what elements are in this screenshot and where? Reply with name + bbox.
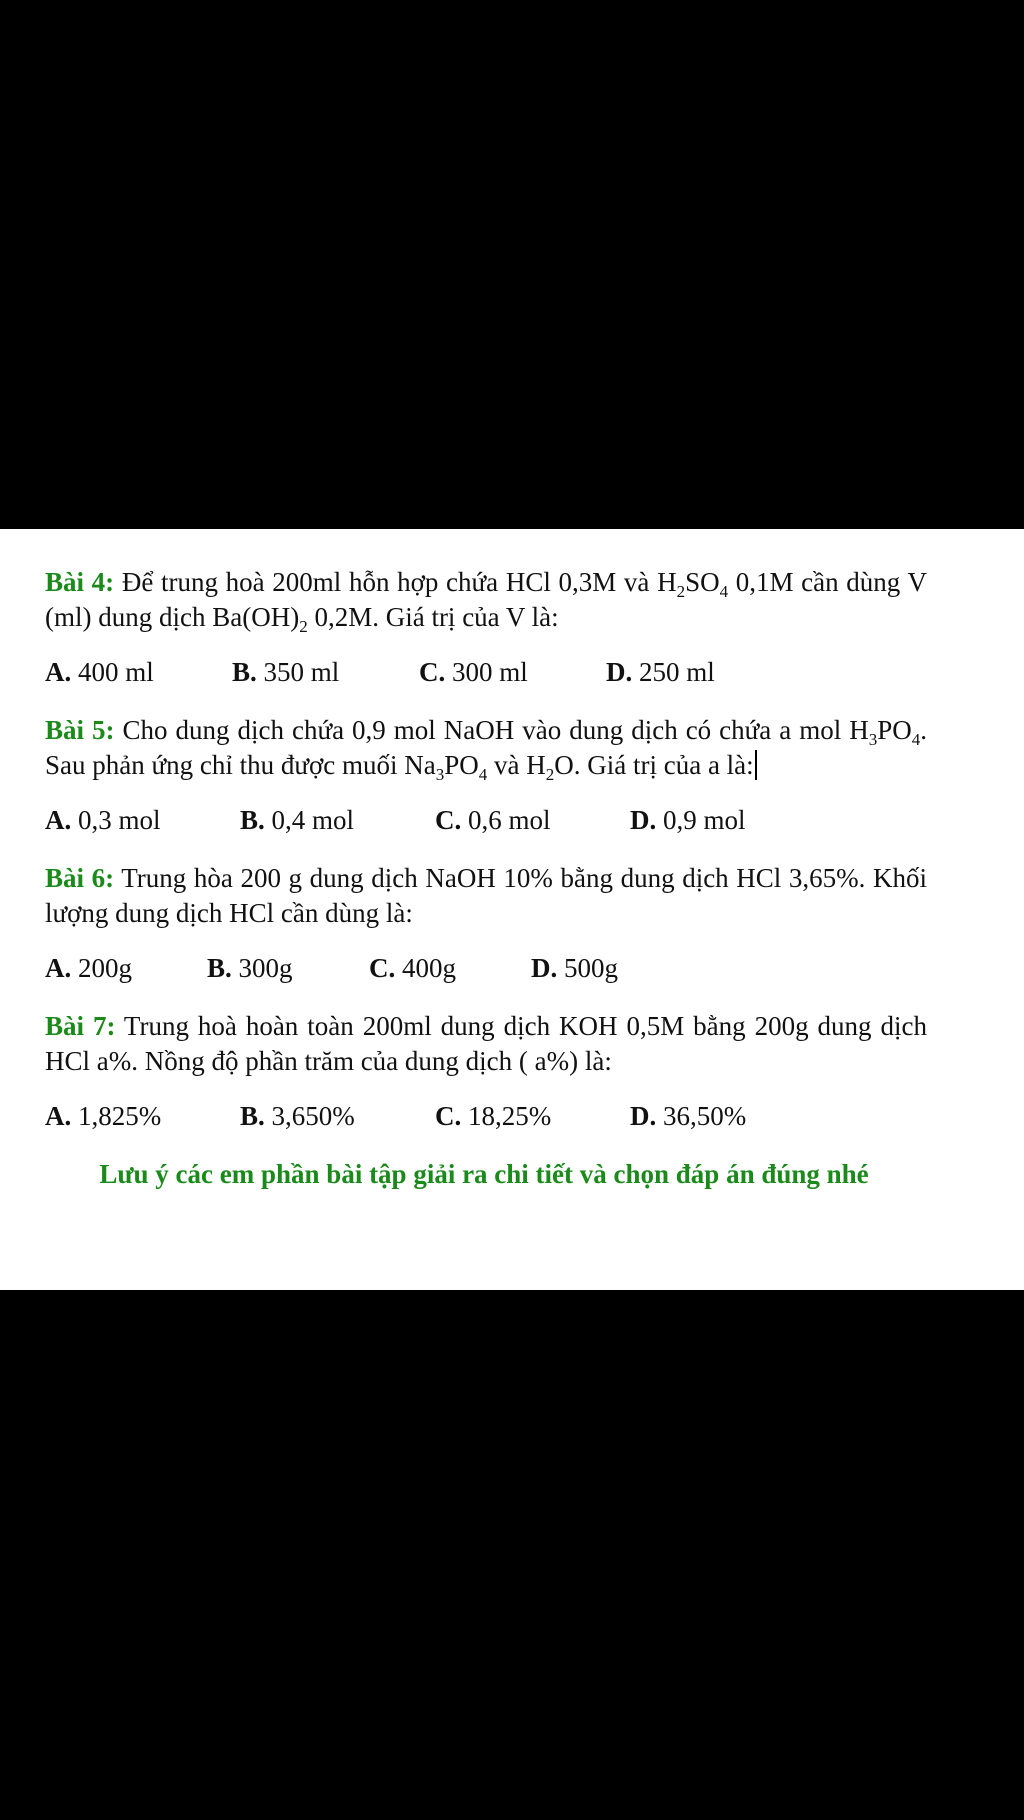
answer-value: 250 ml	[639, 657, 715, 687]
answer-option[interactable]	[435, 1099, 630, 1134]
problem-6-answers	[45, 951, 927, 986]
answer-value: 500g	[564, 953, 618, 983]
document-content	[45, 565, 927, 1192]
answer-option[interactable]	[45, 951, 207, 986]
answer-value: 350 ml	[263, 657, 340, 687]
answer-letter: C.	[369, 953, 396, 983]
problem-4-text: Để trung hoà 200ml hỗn hợp chứa HCl 0,3M và H	[114, 567, 677, 597]
answer-value: 0,4 mol	[271, 805, 355, 835]
problem-5-text: PO	[877, 715, 912, 745]
problem-4-text: SO	[685, 567, 720, 597]
problem-6	[45, 861, 927, 931]
subscript: 4	[719, 582, 729, 601]
answer-value: 400 ml	[78, 657, 154, 687]
subscript: 3	[868, 730, 878, 749]
answer-option[interactable]	[630, 1099, 746, 1134]
answer-value: 1,825%	[78, 1101, 162, 1131]
answer-letter: D.	[606, 657, 633, 687]
problem-4	[45, 565, 927, 635]
problem-7-text: Trung hoà hoàn toàn 200ml dung dịch KOH 0,5M bằng 200g dung dịch HCl a%. Nồng độ phần trăm của dung dịch ( a%) là:	[45, 1011, 927, 1076]
problem-4-answers	[45, 655, 927, 690]
answer-option[interactable]	[45, 655, 232, 690]
answer-option[interactable]	[630, 803, 746, 838]
problem-5-text: và H	[487, 750, 546, 780]
answer-value: 0,6 mol	[468, 805, 551, 835]
problem-7	[45, 1009, 927, 1079]
subscript: 2	[299, 617, 308, 636]
answer-letter: C.	[435, 805, 462, 835]
problem-4-text: 0,1M cần dùng V (ml) dung dịch Ba(OH)	[45, 567, 927, 632]
answer-value: 36,50%	[663, 1101, 747, 1131]
answer-letter: B.	[240, 805, 265, 835]
answer-value: 18,25%	[468, 1101, 552, 1131]
subscript: 4	[478, 765, 488, 784]
answer-option[interactable]	[232, 655, 419, 690]
answer-letter: D.	[531, 953, 558, 983]
subscript: 2	[545, 765, 555, 784]
problem-7-answers	[45, 1099, 927, 1134]
answer-letter: D.	[630, 805, 657, 835]
answer-option[interactable]	[531, 951, 618, 986]
answer-letter: B.	[232, 657, 257, 687]
problem-6-text: Trung hòa 200 g dung dịch NaOH 10% bằng dung dịch HCl 3,65%. Khối lượng dung dịch HCl cần dùng là:	[45, 863, 927, 928]
problem-6-label: Bài 6:	[45, 863, 115, 893]
answer-option[interactable]	[606, 655, 715, 690]
answer-option[interactable]	[45, 803, 240, 838]
footer-note: Lưu ý các em phần bài tập giải ra chi tiết và chọn đáp án đúng nhé	[99, 1159, 869, 1189]
answer-value: 0,9 mol	[663, 805, 746, 835]
document-page	[0, 529, 1024, 1290]
problem-5-text: . Sau phản ứng chỉ thu được muối Na	[45, 715, 927, 780]
problem-5-label: Bài 5:	[45, 715, 115, 745]
problem-5-text: Cho dung dịch chứa 0,9 mol NaOH vào dung dịch có chứa a mol H	[114, 715, 869, 745]
answer-value: 3,650%	[271, 1101, 355, 1131]
answer-option[interactable]	[207, 951, 369, 986]
problem-5-text: O. Giá trị của a là:	[554, 750, 754, 780]
answer-letter: A.	[45, 657, 72, 687]
subscript: 3	[435, 765, 445, 784]
answer-letter: B.	[240, 1101, 265, 1131]
problem-7-label: Bài 7:	[45, 1011, 116, 1041]
problem-5-answers	[45, 803, 927, 838]
answer-value: 200g	[78, 953, 132, 983]
problem-4-label: Bài 4:	[45, 567, 115, 597]
answer-option[interactable]	[369, 951, 531, 986]
answer-option[interactable]	[435, 803, 630, 838]
answer-letter: D.	[630, 1101, 657, 1131]
answer-option[interactable]	[419, 655, 606, 690]
answer-letter: A.	[45, 953, 72, 983]
answer-letter: A.	[45, 805, 72, 835]
answer-letter: C.	[435, 1101, 462, 1131]
answer-value: 400g	[402, 953, 456, 983]
subscript: 4	[911, 730, 921, 749]
problem-5	[45, 713, 927, 783]
problem-4-text: 0,2M. Giá trị của V là:	[307, 602, 559, 632]
answer-letter: A.	[45, 1101, 72, 1131]
answer-option[interactable]	[45, 1099, 240, 1134]
answer-value: 300g	[238, 953, 293, 983]
subscript: 2	[676, 582, 686, 601]
text-cursor	[755, 750, 757, 780]
answer-value: 300 ml	[452, 657, 528, 687]
answer-letter: C.	[419, 657, 446, 687]
answer-option[interactable]	[240, 803, 435, 838]
problem-5-text: PO	[444, 750, 479, 780]
answer-value: 0,3 mol	[78, 805, 161, 835]
answer-option[interactable]	[240, 1099, 435, 1134]
answer-letter: B.	[207, 953, 232, 983]
